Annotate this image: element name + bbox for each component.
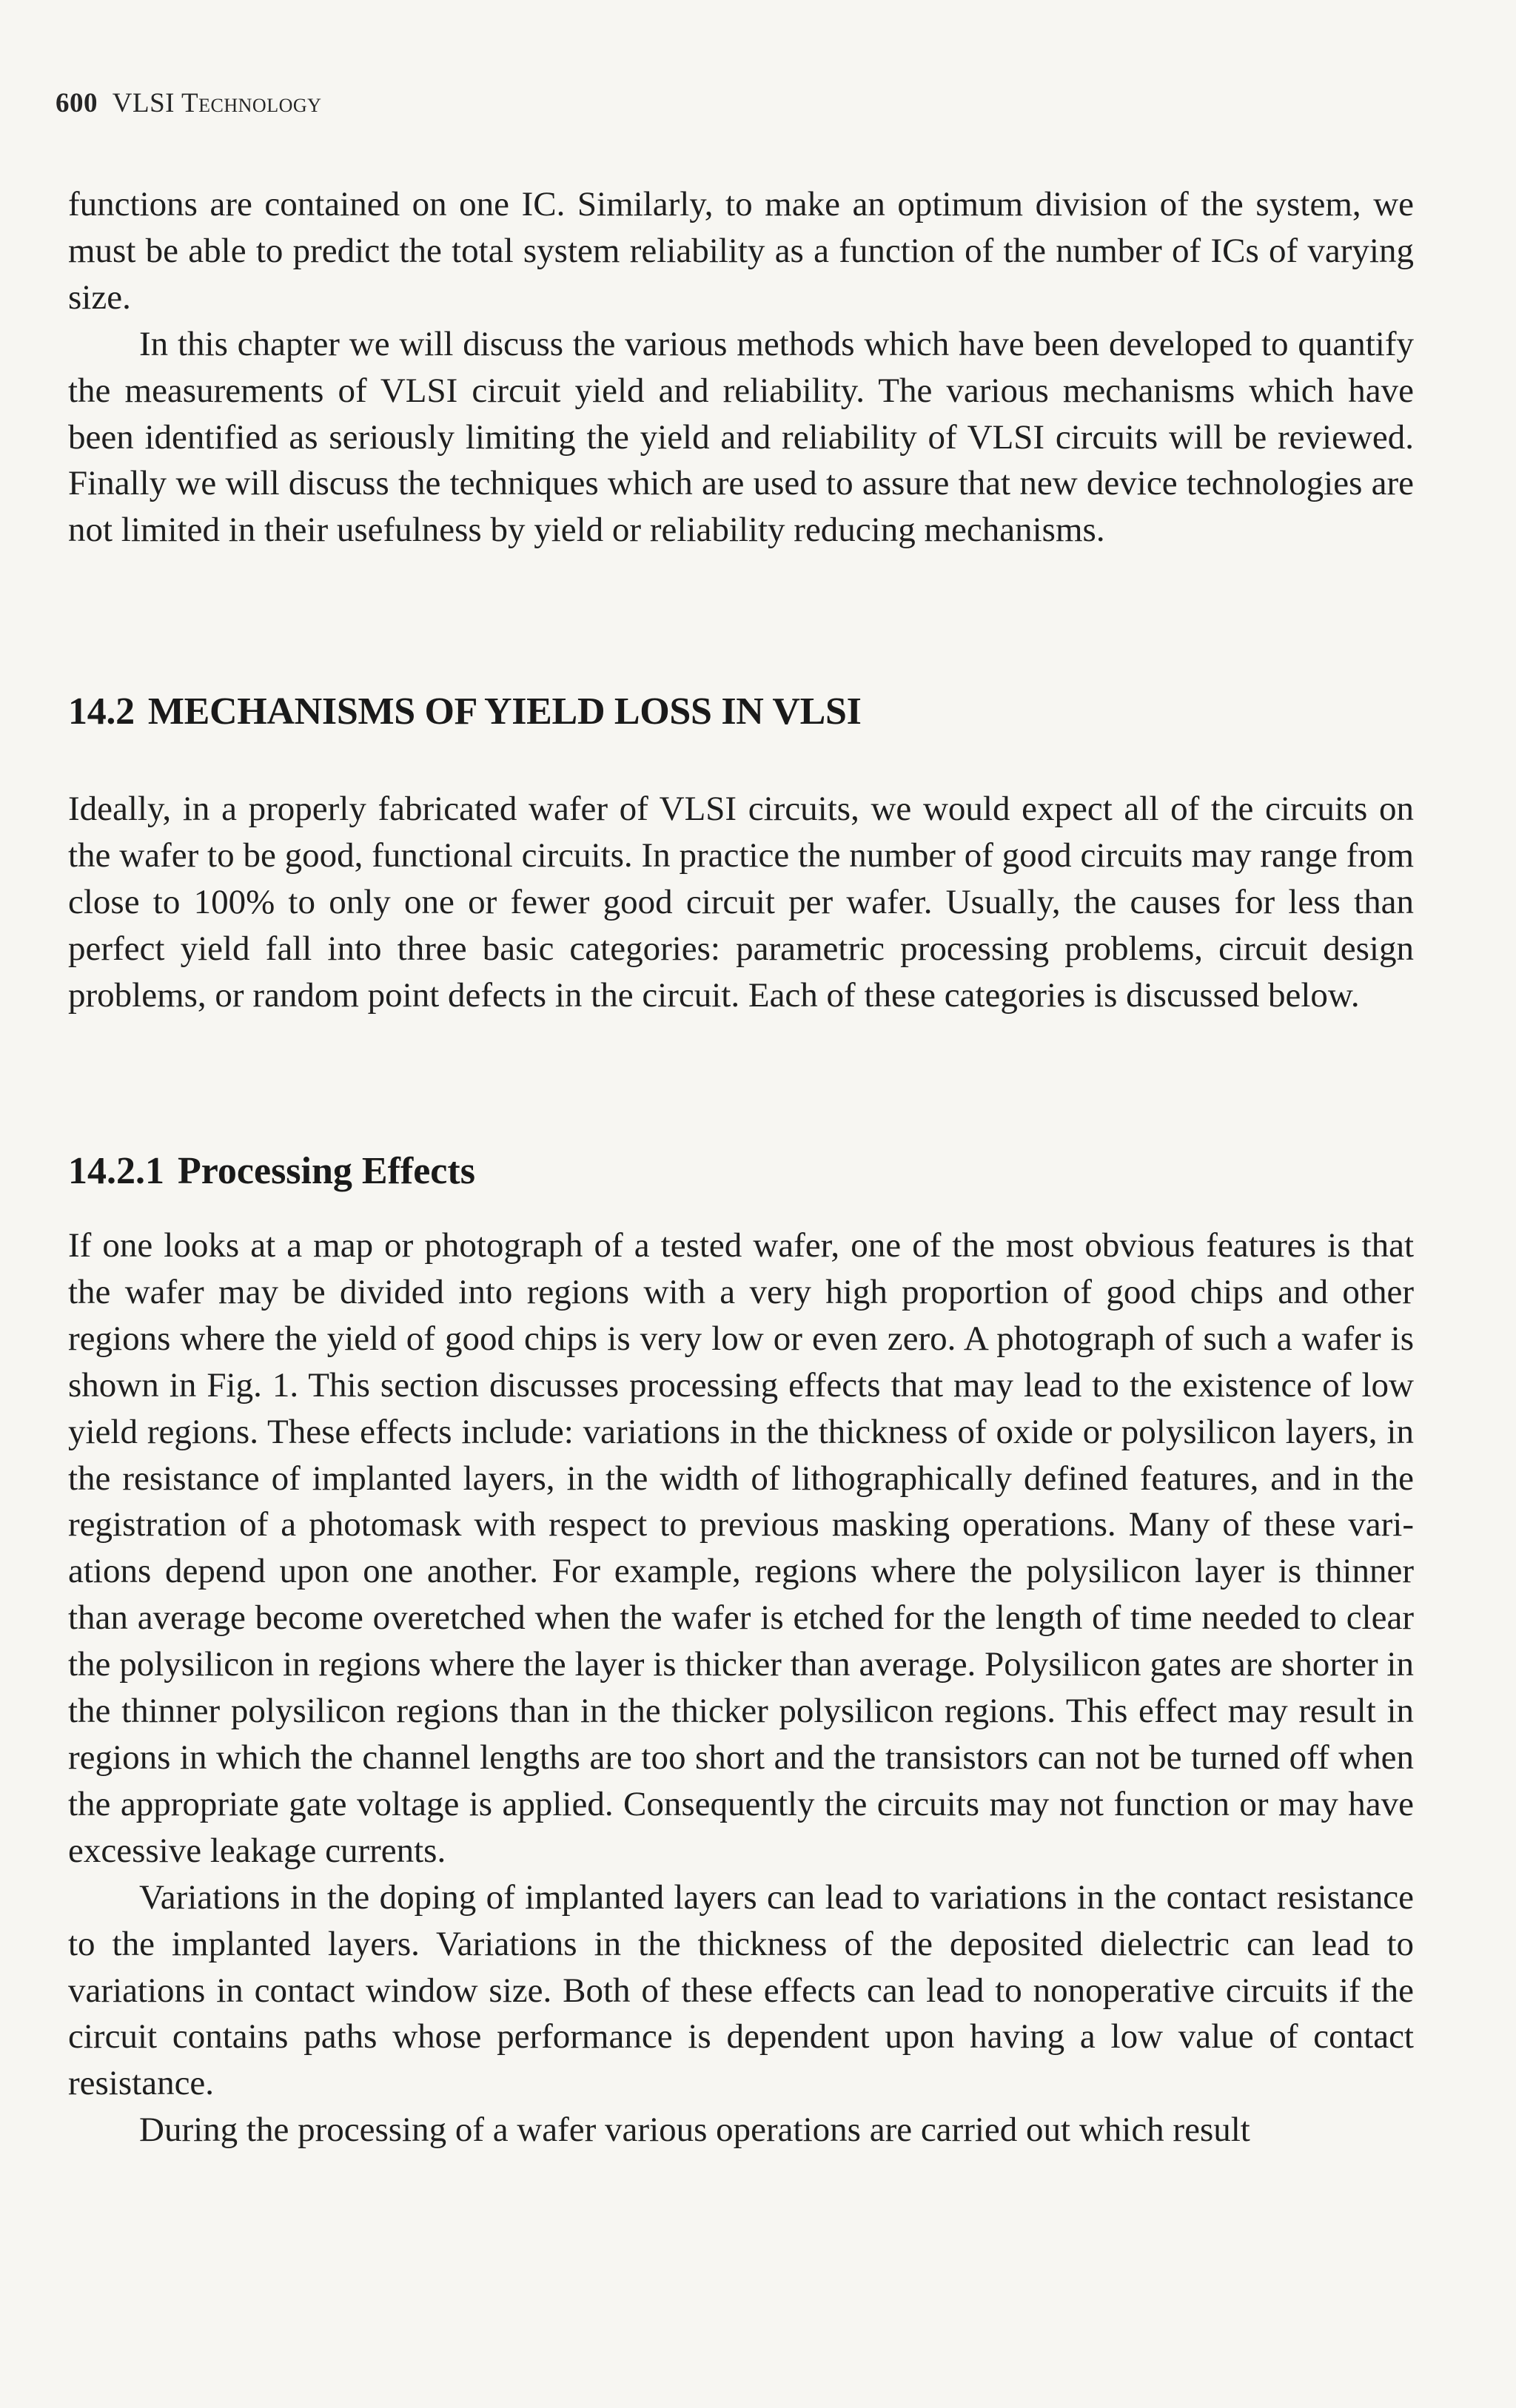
page-number: 600 [56, 88, 98, 118]
subsection-title: Processing Effects [178, 1150, 475, 1192]
book-title: VLSI Technology [112, 88, 322, 118]
subsection-heading [68, 1149, 475, 1193]
paragraph: functions are contained on one IC. Similarly, to make an optimum division of the system, we must be able to predict the total system reliability as a function of the number of ICs of varying size. [68, 185, 1414, 317]
section-number: 14.2 [68, 690, 135, 733]
paragraph: Variations in the doping of implanted layers can lead to variations in the contact resistance to the implanted layers. Variations in the thickness of the deposited dielectric can lead to variations in contact window size. Both of these effects can lead to nonoperative circuits if the circuit contains paths whose performance is dependent upon having a low value of contact resistance. [68, 1877, 1414, 2103]
paragraph: If one looks at a map or photograph of a tested wafer, one of the most obvious features is that the wafer may be divided into regions with a very high proportion of good chips and other regions where the yield of good chips is very low or even zero. A photograph of such a wafer is shown in Fig. 1. This section discusses processing effects that may lead to the existence of low yield regions. These effects include: variations in the thickness of oxide or polysilicon layers, in the resistance of implanted layers, in the width of lithographically defined features, and in the registration of a photomask with respect to previous masking operations. Many of these variations depend upon one another. For example, regions where the polysilicon layer is thinner than average become overetched when the wafer is etched for the length of time needed to clear the polysilicon in regions where the layer is thicker than average. Polysilicon gates are shorter in the thinner polysilicon regions than in the thicker polysilicon regions. This effect may result in regions in which the channel lengths are too short and the transistors can not be turned off when the appropriate gate voltage is applied. Consequently the circuits may not function or may have excessive leakage currents. [68, 1226, 1414, 1870]
paragraph: During the processing of a wafer various operations are carried out which result [139, 2111, 1250, 2150]
subsection-number: 14.2.1 [68, 1150, 164, 1192]
paragraph: Ideally, in a properly fabricated wafer of VLSI circuits, we would expect all of the circuits on the wafer to be good, functional circuits. In practice the number of good circuits may range from close to 100% to only one or fewer good circuit per wafer. Usually, the causes for less than perfect yield fall into three basic categories: parametric processing problems, circuit design problems, or random point defects in the circuit. Each of these categories is discussed below. [68, 790, 1414, 1015]
subsection-text [68, 1223, 1414, 2153]
paragraph: In this chapter we will discuss the various methods which have been developed to quantify the measurements of VLSI circuit yield and reliability. The various mechanisms which have been identified as seriously limiting the yield and reliability of VLSI circuits will be reviewed. Finally we will discuss the techniques which are used to assure that new device technologies are not limited in their usefulness by yield or reliability reducing mechanisms. [68, 324, 1414, 550]
section-title: MECHANISMS OF YIELD LOSS IN VLSI [147, 690, 862, 733]
section-text [68, 786, 1414, 1019]
intro-text [68, 181, 1414, 554]
section-heading [68, 690, 862, 733]
running-head [56, 87, 321, 119]
